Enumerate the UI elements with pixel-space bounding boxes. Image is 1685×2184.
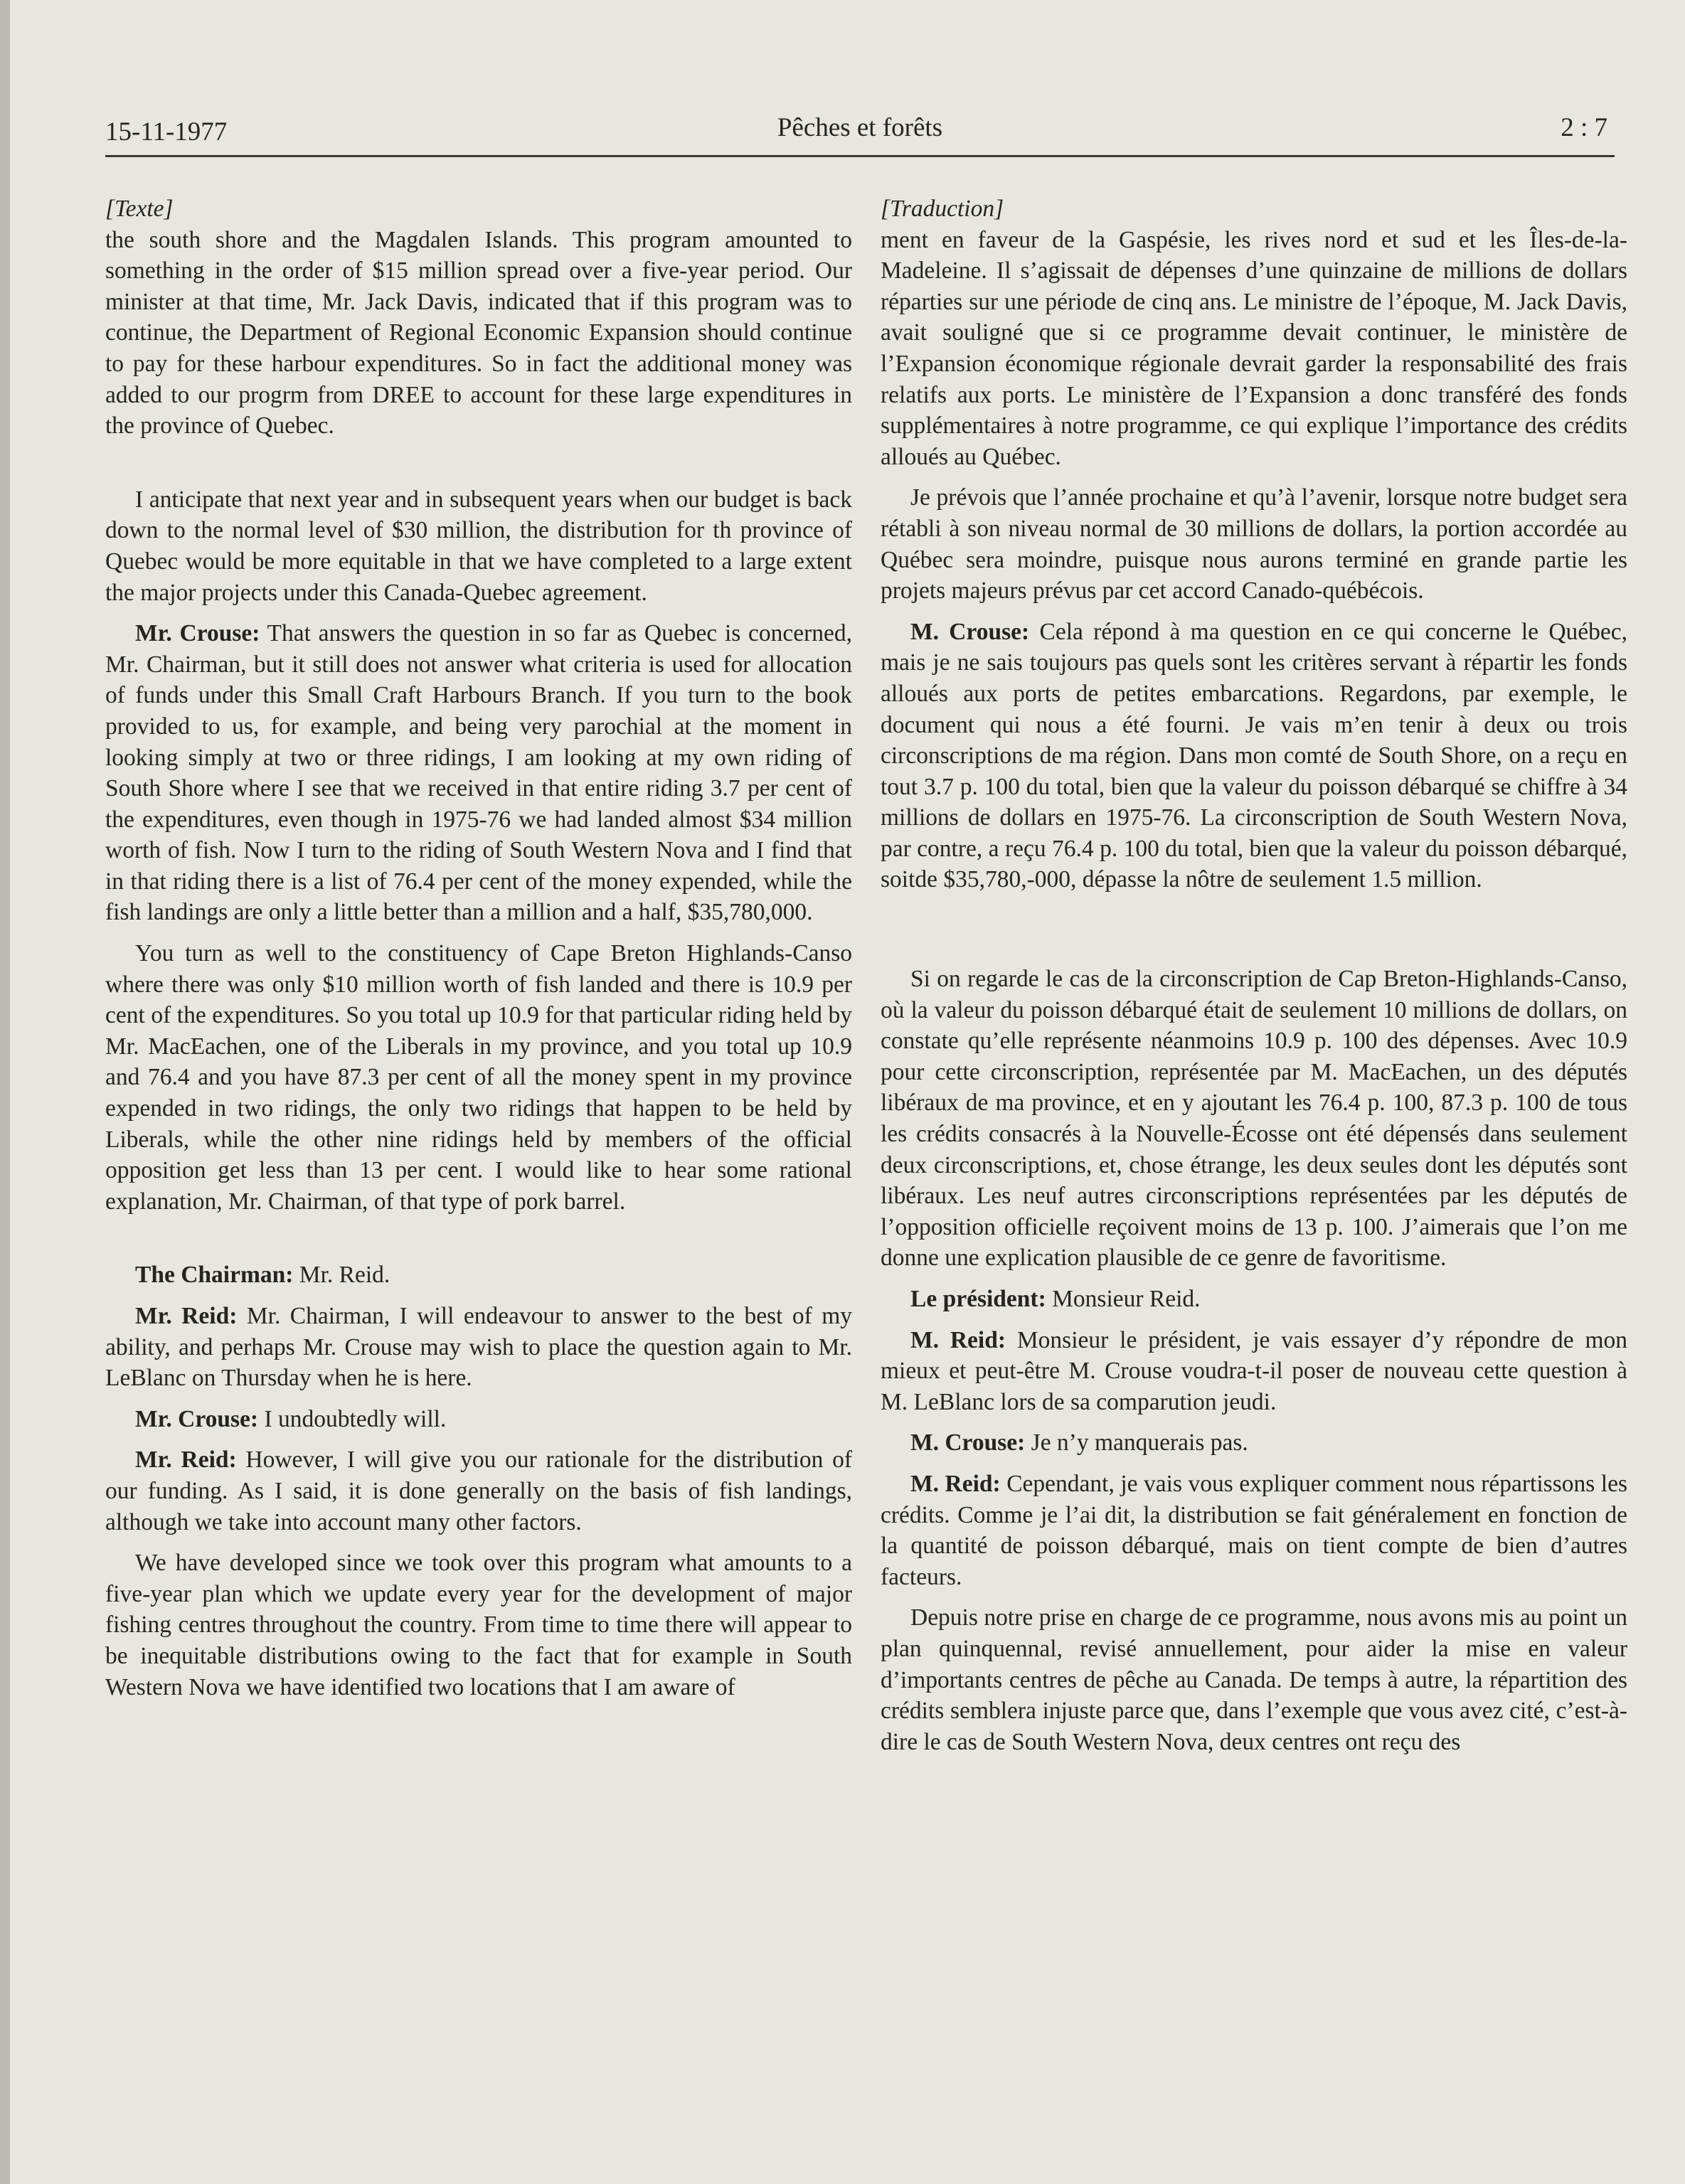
header-title: Pêches et forêts xyxy=(777,113,943,142)
column-tag: [Traduction] xyxy=(881,196,1004,222)
speaker-label: M. Reid: xyxy=(910,1470,1001,1497)
paragraph xyxy=(105,1301,852,1394)
paragraph-text: I anticipate that next year and in subsequent years when our budget is back down to the normal level of $30 million, the distribution for th province of Quebec would be more equitable in that we have completed to a large extent the major projects under this Canada-Quebec agreement. xyxy=(105,486,852,606)
paragraph-text: That answers the question in so far as Quebec is concerned, Mr. Chairman, but it still does not answer what criteria is used for allocation of funds under this Small Craft Harbours Branch. If you turn to the book provided to us, for example, and being very parochial at the moment in looking simply at two or three ridings, I am looking at my own riding of South Shore where I see that we received in that entire riding 3.7 per cent of the expenditures, even though in 1975-76 we had landed almost $34 million worth of fish. Now I turn to the riding of South Western Nova and I find that in that riding there is a list of 76.4 per cent of the money expended, while the fish landings are only a little better than a million and a half, $35,780,000. xyxy=(105,620,853,926)
speaker-label: M. Crouse: xyxy=(910,618,1030,645)
speaker-label: M. Crouse: xyxy=(910,1429,1026,1456)
paragraph xyxy=(105,618,852,928)
paragraph xyxy=(881,1325,1627,1418)
header-page-number: 2 : 7 xyxy=(1561,113,1607,142)
speaker-label: Mr. Crouse: xyxy=(135,1405,259,1432)
paragraph-text: You turn as well to the constituency of Cape Breton Highlands-Canso where there was only $10 million worth of fish landed and there is 10.9 per cent of the expenditures. So you total up 10.9 for that particular riding held by Mr. MacEachen, one of the Liberals in my province, and you total up 10.9 and 76.4 and you have 87.3 per cent of all the money spent in my province expended in two ridings, the only two ridings that happen to be held by Liberals, while the other nine ridings held by members of the official opposition get less than 13 per cent. I would like to hear some rational explanation, Mr. Chairman, of that type of pork barrel. xyxy=(105,940,852,1215)
paragraph-text: Cela répond à ma question en ce qui concerne le Québec, mais je ne sais toujours pas quels sont les critères servant à répartir les fonds alloués aux ports de petites embarcations. Regardons, par exemple, le document qui nous a été fourni. Je vais m’en tenir à deux ou trois circonscriptions de ma région. Dans mon comté de South Shore, on a reçu en tout 3.7 p. 100 du total, bien que la valeur du poisson débarqué se chiffre à 34 millions de dollars en 1975-76. La circonscription de South Western Nova, par contre, a reçu 76.4 p. 100 du total, bien que la valeur du poisson débarqué, soitde $35,780,-000, dépasse la nôtre de seulement 1.5 million. xyxy=(881,618,1627,893)
paragraph-text: Cependant, je vais vous expliquer comment nous répartissons les crédits. Comme je l’ai dit, la distribution se fait généralement en fonction de la quantité de poisson débarqué, mais on tient compte de bien d’autres facteurs. xyxy=(881,1470,1628,1590)
paragraph xyxy=(881,1284,1627,1315)
paragraph xyxy=(105,1444,852,1538)
paragraph xyxy=(881,225,1627,473)
paragraph xyxy=(881,1602,1627,1757)
paragraph-text: Monsieur Reid. xyxy=(1052,1286,1201,1312)
speaker-label: Mr. Reid: xyxy=(135,1447,237,1474)
paragraph-text: Je prévois que l’année prochaine et qu’à l’avenir, lorsque notre budget sera rétabli à son niveau normal de 30 millions de dollars, la portion accordée au Québec sera moindre, puisque nous aurons terminé en grande partie les projets majeurs prévus par cet accord Canado-québécois. xyxy=(881,484,1627,604)
paragraph xyxy=(881,1469,1627,1592)
paragraph xyxy=(881,482,1627,606)
paragraph-text: Monsieur le président, je vais essayer d’y répondre de mon mieux et peut-être M. Crouse voudra-t-il poser de nouveau cette question à M. LeBlanc lors de sa comparution jeudi. xyxy=(881,1326,1628,1415)
speaker-label: Le président: xyxy=(910,1286,1046,1312)
speaker-label: The Chairman: xyxy=(135,1262,294,1289)
paragraph-text: ment en faveur de la Gaspésie, les rives nord et sud et les Îles-de-la-Madeleine. Il s’agissait de dépenses d’une quinzaine de millions de dollars réparties sur une période de cinq ans. Le ministre de l’époque, M. Jack Davis, avait souligné que si ce programme devait continuer, le ministère de l’Expansion économique régionale devrait garder la responsabilité des frais relatifs aux ports. Le ministère de l’Expansion a donc transféré des fonds supplémentaires à notre programme, ce qui explique l’importance des crédits alloués au Québec. xyxy=(881,226,1627,470)
paragraph xyxy=(881,1427,1627,1459)
right-column xyxy=(881,193,1627,1757)
speaker-label: Mr. Crouse: xyxy=(135,620,260,647)
paragraph-text: the south shore and the Magdalen Islands. This program amounted to something in the order of $15 million spread over a five-year period. Our minister at that time, Mr. Jack Davis, indicated that if this program was to continue, the Department of Regional Economic Expansion should continue to pay for these harbour expenditures. So in fact the additional money was added to our progrm from DREE to account for these large expenditures in the province of Quebec. xyxy=(105,226,852,440)
paragraph-text: Si on regarde le cas de la circonscription de Cap Breton-Highlands-Canso, où la valeur du poisson débarqué était de seulement 10 millions de dollars, on constate qu’elle représente néanmoins 10.9 p. 100 des dépenses. Avec 10.9 pour cette circonscription, représentée par M. MacEachen, un des députés libéraux de ma province, et en y ajoutant les 76.4 p. 100, 87.3 p. 100 de tous les crédits consacrés à la Nouvelle-Écosse ont été dépensés dans seulement deux circonscriptions, et, chose étrange, les deux seules dont les députés sont libéraux. Les neuf autres circonscriptions représentées par les députés de l’opposition officielle reçoivent moins de 13 p. 100. J’aimerais que l’on me donne une explication plausible de ce genre de favoritisme. xyxy=(881,966,1627,1272)
paragraph-text: Mr. Reid. xyxy=(299,1262,390,1289)
running-header xyxy=(105,112,1615,157)
paragraph xyxy=(105,1548,852,1703)
paragraph xyxy=(105,484,852,608)
column-tag: [Texte] xyxy=(105,196,174,222)
paragraph-text: Depuis notre prise en charge de ce programme, nous avons mis au point un plan quinquennal, revisé annuellement, pour aider la mise en valeur d’importants centres de pêche au Canada. De temps à autre, la répartition des crédits semblera injuste parce que, dans l’exemple que vous avez cité, c’est-à-dire le cas de South Western Nova, deux centres ont reçu des xyxy=(881,1604,1627,1755)
paragraph xyxy=(881,964,1627,1274)
paragraph-text: I undoubtedly will. xyxy=(264,1405,447,1432)
paragraph-text: Je n’y manquerais pas. xyxy=(1031,1429,1248,1456)
paragraph xyxy=(105,1404,852,1435)
header-date: 15-11-1977 xyxy=(105,117,228,147)
paragraph-text: However, I will give you our rationale for the distribution of our funding. As I said, it is done generally on the basis of fish landings, although we take into account many other factors. xyxy=(105,1447,852,1535)
paragraph xyxy=(105,225,852,442)
speaker-label: Mr. Reid: xyxy=(135,1303,238,1329)
paragraph-text: We have developed since we took over this program what amounts to a five-year plan which we update every year for the development of major fishing centres throughout the country. From time to time there will appear to be inequitable distributions owing to the fact that for example in South Western Nova we have identified two locations that I am aware of xyxy=(105,1550,852,1700)
paragraph xyxy=(881,617,1627,895)
speaker-label: M. Reid: xyxy=(910,1326,1006,1353)
paragraph xyxy=(105,938,852,1217)
page-edge xyxy=(0,0,10,2184)
paragraph-text: Mr. Chairman, I will endeavour to answer to the best of my ability, and perhaps Mr. Crouse may wish to place the question again to Mr. LeBlanc on Thursday when he is here. xyxy=(105,1303,853,1392)
paragraph xyxy=(105,1259,852,1291)
left-column xyxy=(105,193,852,1703)
